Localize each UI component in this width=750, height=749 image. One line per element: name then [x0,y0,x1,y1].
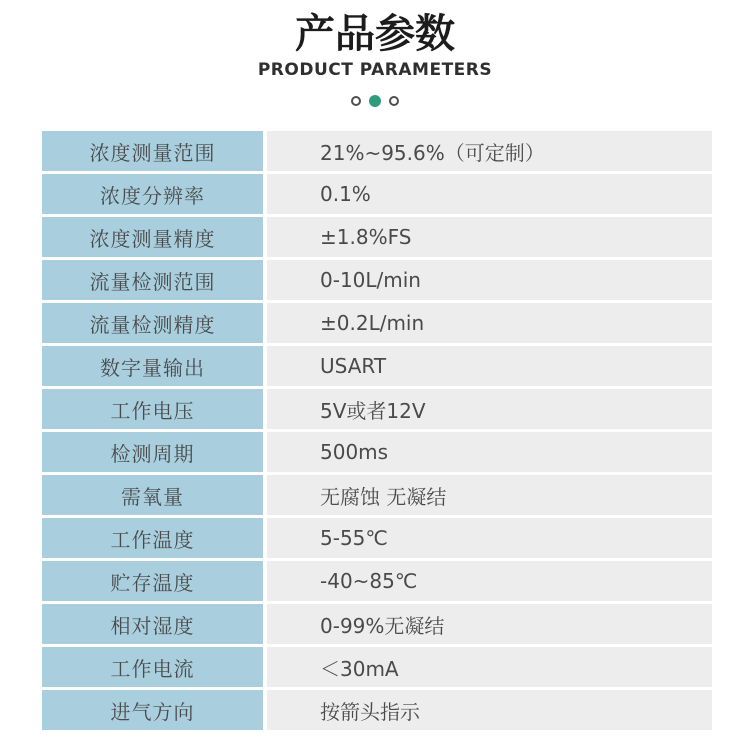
table-row [42,561,712,601]
spec-value: 0-99%无凝结 [267,604,712,644]
spec-label: 流量检测精度 [42,303,263,343]
spec-label: 检测周期 [42,432,263,472]
spec-value: 0-10L/min [267,260,712,300]
table-row [42,260,712,300]
spec-value: 无腐蚀 无凝结 [267,475,712,515]
spec-label: 工作电流 [42,647,263,687]
spec-label: 浓度测量精度 [42,217,263,257]
header [0,0,750,107]
spec-label: 浓度测量范围 [42,131,263,171]
carousel-dot-3-icon [389,96,399,106]
spec-label: 数字量输出 [42,346,263,386]
spec-value: ±0.2L/min [267,303,712,343]
carousel-dot-2-active-icon [369,95,381,107]
table-row [42,518,712,558]
table-row [42,475,712,515]
spec-value: ＜30mA [267,647,712,687]
table-row [42,432,712,472]
spec-label: 贮存温度 [42,561,263,601]
spec-value: -40~85℃ [267,561,712,601]
spec-value: 5-55℃ [267,518,712,558]
spec-table [42,131,712,733]
table-row [42,174,712,214]
spec-label: 需氧量 [42,475,263,515]
spec-label: 进气方向 [42,690,263,730]
carousel-dots [0,94,750,107]
page-title: 产品参数 [295,11,455,57]
spec-label: 工作温度 [42,518,263,558]
table-row [42,647,712,687]
spec-value: 500ms [267,432,712,472]
page-subtitle: PRODUCT PARAMETERS [257,60,493,80]
spec-value: ±1.8%FS [267,217,712,257]
table-row [42,389,712,429]
spec-label: 浓度分辨率 [42,174,263,214]
table-row [42,217,712,257]
spec-value: 5V或者12V [267,389,712,429]
table-row [42,303,712,343]
spec-label: 流量检测范围 [42,260,263,300]
table-row [42,131,712,171]
table-row [42,346,712,386]
spec-label: 工作电压 [42,389,263,429]
spec-value: USART [267,346,712,386]
spec-label: 相对湿度 [42,604,263,644]
table-row [42,604,712,644]
table-row [42,690,712,730]
spec-value: 0.1% [267,174,712,214]
spec-value: 21%~95.6%（可定制） [267,131,712,171]
carousel-dot-1-icon [351,96,361,106]
spec-value: 按箭头指示 [267,690,712,730]
